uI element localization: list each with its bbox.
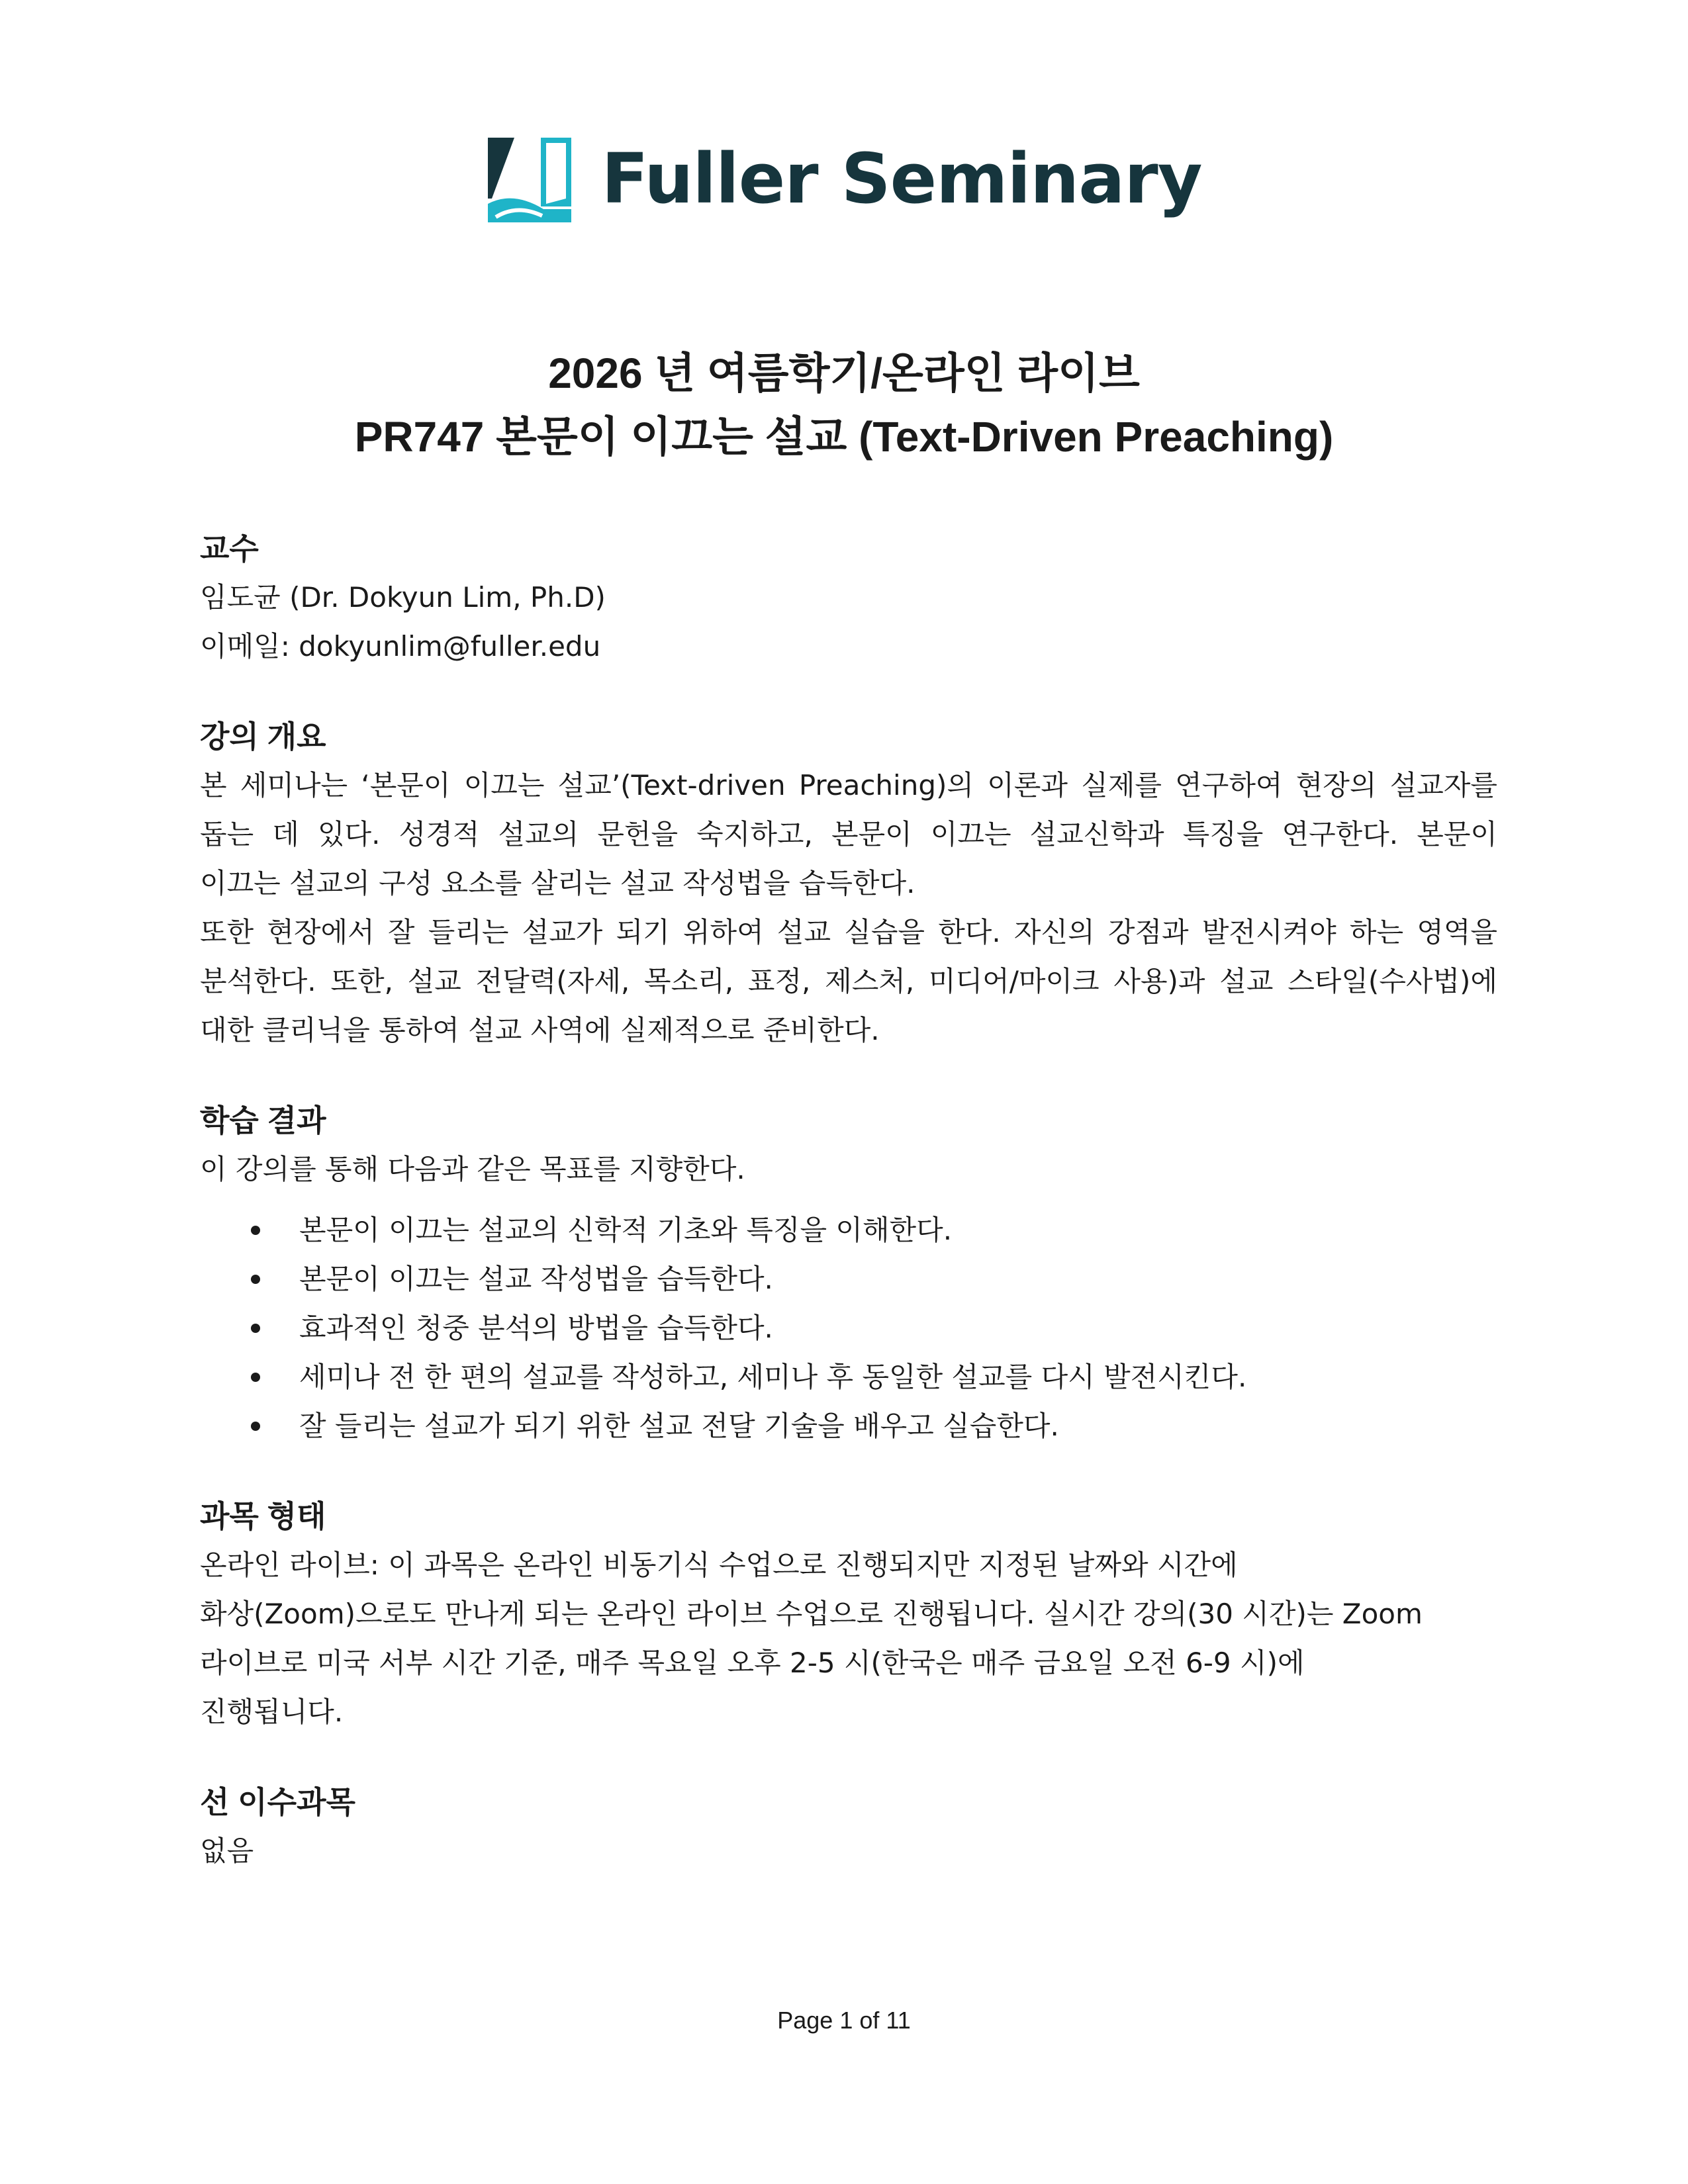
- syllabus-content: [200, 524, 1497, 1876]
- overview-line: 본 세미나는 ‘본문이 이끄는 설교’(Text-driven Preaching)의 이론과 실제를 연구하여 현장의 설교자를: [200, 769, 1497, 801]
- professor-name: 임도균 (Dr. Dokyun Lim, Ph.D): [200, 581, 606, 614]
- bullet-icon: [251, 1373, 260, 1382]
- bullet-icon: [251, 1324, 260, 1333]
- overview-line: 대한 클리닉을 통하여 설교 사역에 실제적으로 준비한다.: [200, 1014, 880, 1046]
- outcomes-heading: 학습 결과: [200, 1103, 326, 1138]
- course-term-title: 2026 년 여름학기/온라인 라이브: [548, 349, 1140, 397]
- prerequisite-section: [200, 1778, 1497, 1876]
- overview-heading: 강의 개요: [200, 719, 326, 754]
- list-item-text: 효과적인 청중 분석의 방법을 습득한다.: [299, 1312, 773, 1344]
- overview-section: [200, 712, 1497, 1055]
- logo-group: [487, 135, 1202, 222]
- list-item: [299, 1206, 1497, 1255]
- prerequisite-value: 없음: [200, 1835, 254, 1867]
- bullet-icon: [251, 1275, 260, 1284]
- page-number: Page 1 of 11: [777, 2007, 911, 2034]
- overview-line: 또한 현장에서 잘 들리는 설교가 되기 위하여 설교 실습을 한다. 자신의 강점과 발전시켜야 하는 영역을: [200, 916, 1497, 948]
- list-item: [299, 1353, 1497, 1402]
- prerequisite-heading: 선 이수과목: [200, 1785, 355, 1819]
- header-logo: [0, 132, 1688, 225]
- format-section: [200, 1492, 1497, 1737]
- list-item-text: 본문이 이끄는 설교 작성법을 습득한다.: [299, 1263, 773, 1295]
- list-item: [299, 1402, 1497, 1451]
- overview-line: 이끄는 설교의 구성 요소를 살리는 설교 작성법을 습득한다.: [200, 867, 915, 899]
- professor-section: [200, 524, 1497, 671]
- format-line: 화상(Zoom)으로도 만나게 되는 온라인 라이브 수업으로 진행됩니다. 실시간 강의(30 시간)는 Zoom: [200, 1598, 1423, 1630]
- format-line: 라이브로 미국 서부 시간 기준, 매주 목요일 오후 2-5 시(한국은 매주 금요일 오전 6-9 시)에: [200, 1647, 1305, 1679]
- format-heading: 과목 형태: [200, 1499, 326, 1533]
- professor-email: 이메일: dokyunlim@fuller.edu: [200, 630, 601, 662]
- list-item-text: 세미나 전 한 편의 설교를 작성하고, 세미나 후 동일한 설교를 다시 발전시킨다.: [299, 1361, 1247, 1393]
- professor-heading: 교수: [200, 531, 259, 566]
- fuller-book-logo-icon: [487, 135, 573, 222]
- outcomes-list: [200, 1206, 1497, 1451]
- course-name-title: PR747 본문이 이끄는 설교 (Text-Driven Preaching): [354, 413, 1334, 461]
- outcomes-intro: 이 강의를 통해 다음과 같은 목표를 지향한다.: [200, 1153, 745, 1185]
- format-line: 온라인 라이브: 이 과목은 온라인 비동기식 수업으로 진행되지만 지정된 날짜와 시간에: [200, 1549, 1238, 1581]
- outcomes-section: [200, 1096, 1497, 1451]
- list-item: [299, 1255, 1497, 1304]
- logo-wordmark: Fuller Seminary: [601, 138, 1202, 219]
- list-item: [299, 1304, 1497, 1353]
- overview-line: 분석한다. 또한, 설교 전달력(자세, 목소리, 표정, 제스처, 미디어/마이크 사용)과 설교 스타일(수사법)에: [200, 965, 1497, 997]
- format-line: 진행됩니다.: [200, 1696, 344, 1728]
- list-item-text: 잘 들리는 설교가 되기 위한 설교 전달 기술을 배우고 실습한다.: [299, 1410, 1059, 1442]
- bullet-icon: [251, 1422, 260, 1431]
- overview-line: 돕는 데 있다. 성경적 설교의 문헌을 숙지하고, 본문이 이끄는 설교신학과 특징을 연구한다. 본문이: [200, 818, 1497, 850]
- list-item-text: 본문이 이끄는 설교의 신학적 기초와 특징을 이해한다.: [299, 1214, 953, 1246]
- bullet-icon: [251, 1226, 260, 1235]
